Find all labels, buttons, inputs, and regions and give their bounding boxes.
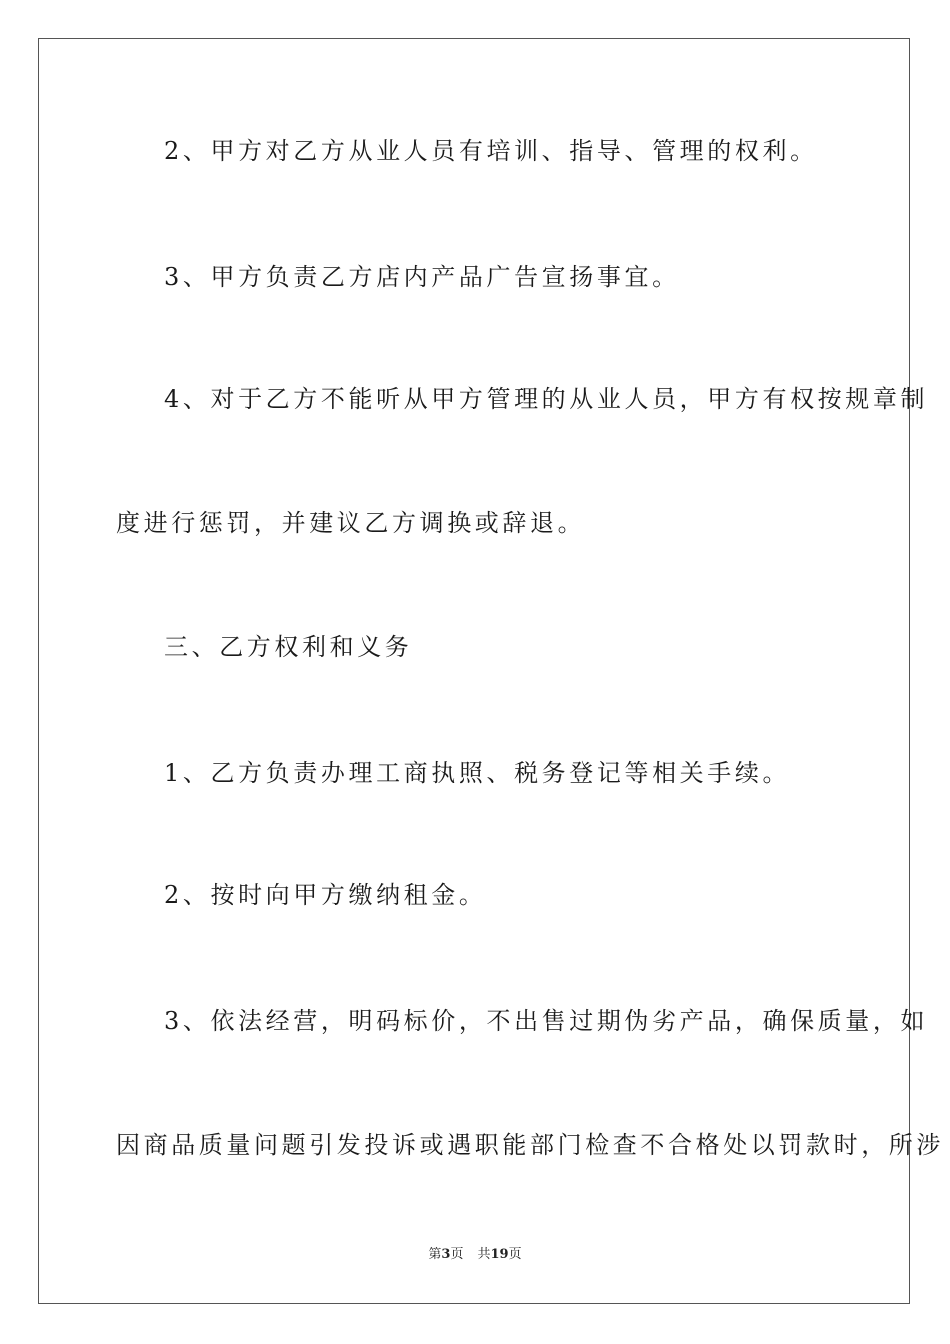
- paragraph-line: 2、按时向甲方缴纳租金。: [164, 881, 487, 909]
- footer-page-prefix: 第: [428, 1247, 442, 1262]
- paragraph-line: 3、甲方负责乙方店内产品广告宣扬事宜。: [164, 263, 680, 291]
- paragraph-line: 3、依法经营，明码标价，不出售过期伪劣产品，确保质量，如: [164, 1007, 929, 1035]
- paragraph-line: 2、甲方对乙方从业人员有培训、指导、管理的权利。: [164, 137, 818, 165]
- footer-page-number: 3: [441, 1247, 451, 1262]
- section-heading: 三、乙方权利和义务: [164, 633, 413, 661]
- footer-total-prefix: 共: [477, 1247, 491, 1262]
- footer-total-suffix: 页: [508, 1247, 522, 1262]
- page-footer: [0, 1246, 950, 1264]
- footer-page-suffix: 页: [450, 1247, 464, 1262]
- paragraph-line: 因商品质量问题引发投诉或遇职能部门检查不合格处以罚款时，所涉: [116, 1131, 944, 1159]
- paragraph-line: 1、乙方负责办理工商执照、税务登记等相关手续。: [164, 759, 791, 787]
- paragraph-line: 度进行惩罚，并建议乙方调换或辞退。: [116, 509, 586, 537]
- page-frame: [38, 38, 944, 1304]
- footer-total-pages: 19: [490, 1247, 509, 1262]
- paragraph-line: 4、对于乙方不能听从甲方管理的从业人员，甲方有权按规章制: [164, 385, 929, 413]
